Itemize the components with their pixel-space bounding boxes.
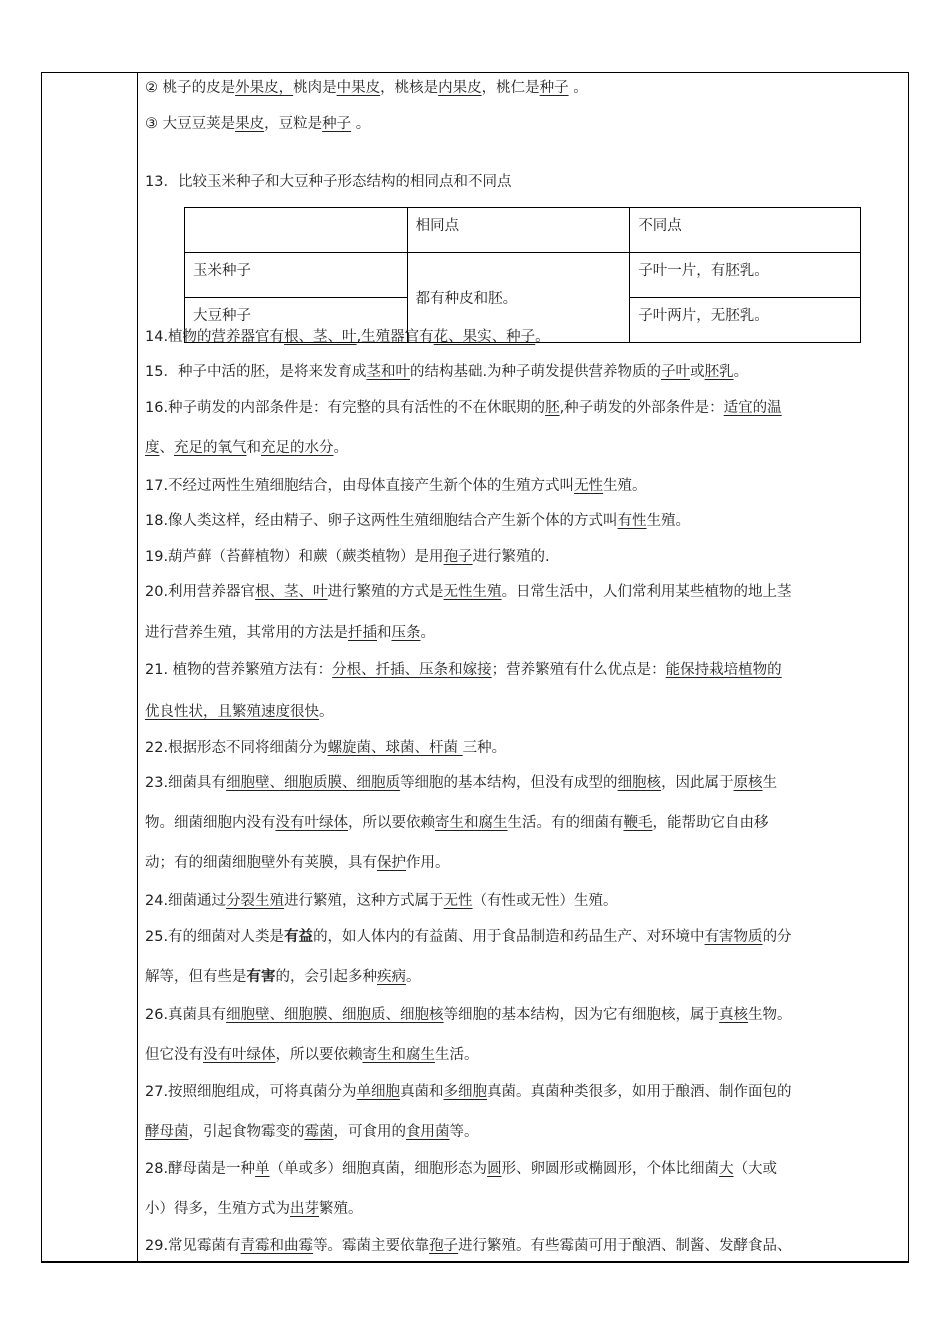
text-segment: 18.像人类这样，经由精子、卵子这两性生殖细胞结合产生新个体的方式叫 [145, 513, 618, 529]
text-segment: 真菌和 [400, 1084, 444, 1100]
text-segment: 桃肉是 [293, 80, 337, 96]
text-segment: 。 [319, 704, 334, 720]
text-segment: ；营养繁殖有什么优点是： [491, 662, 666, 678]
row-label-corn: 玉米种子 [185, 253, 408, 298]
text-segment: 、 [159, 440, 174, 456]
text-segment: 的结构基础.为种子萌发提供营养物质的 [409, 364, 662, 380]
text-segment: 真菌。真菌种类很多，如用于酿酒、制作面包的 [487, 1084, 792, 1100]
text-line [145, 362, 748, 382]
text-line [145, 1082, 792, 1102]
text-line [145, 1199, 363, 1219]
answer-blank: 真核 [719, 1007, 749, 1023]
text-segment: 或 [690, 364, 705, 380]
answer-blank: 酵母菌 [145, 1124, 189, 1140]
answer-blank: 外果皮， [235, 80, 294, 96]
text-segment: 和 [246, 440, 261, 456]
text-segment: 27.按照细胞组成，可将真菌分为 [145, 1084, 357, 1100]
text-line [145, 813, 769, 833]
text-segment: 的，会引起多种 [275, 969, 377, 985]
answer-blank: 中果皮 [336, 80, 381, 96]
text-segment: 22.根据形态不同将细菌分为 [145, 740, 328, 756]
answer-blank: 鞭毛 [623, 815, 653, 831]
text-segment: ,生殖器官有 [356, 329, 434, 345]
bold-term: 有益 [284, 929, 314, 945]
text-segment: 。 [406, 969, 421, 985]
answer-blank: 能保持栽培植物的 [665, 662, 782, 678]
text-segment: 小）得多，生殖方式为 [145, 1201, 290, 1217]
answer-blank: 根、茎、叶 [255, 584, 328, 600]
text-segment: 28.酵母菌是一种 [145, 1161, 256, 1177]
answer-blank: 分根、扦插、压条和嫁接 [332, 662, 492, 678]
text-segment: 的，如人体内的有益菌、用于食品制造和药品生产、对环境中 [313, 929, 705, 945]
bold-term: 有害 [246, 969, 276, 985]
answer-blank: 无性 [443, 893, 473, 909]
answer-blank: 胚乳 [704, 364, 734, 380]
answer-blank: 保护 [377, 855, 406, 871]
text-segment: 。日常生活中，人们常利用某些植物的地上茎 [501, 584, 792, 600]
text-segment: 进行繁殖，这种方式属于 [284, 893, 444, 909]
text-segment: 13．比较玉米种子和大豆种子形态结构的相同点和不同点 [145, 174, 512, 190]
text-segment: 生活。 [435, 1047, 479, 1063]
text-segment: 进行繁殖的. [472, 549, 550, 565]
text-line [145, 623, 435, 643]
text-segment: 17.不经过两性生殖细胞结合，由母体直接产生新个体的生殖方式叫 [145, 478, 575, 494]
answer-blank: 单细胞 [356, 1084, 401, 1100]
table-header-row [185, 208, 861, 253]
text-line [145, 738, 506, 758]
text-segment: 三种。 [462, 740, 507, 756]
comparison-table [184, 207, 861, 343]
text-segment: 16.种子萌发的内部条件是：有完整的具有活性的不在休眠期的 [145, 400, 546, 416]
answer-blank: 优良性状，且繁殖速度很快 [145, 704, 319, 720]
text-segment: 24.细菌通过 [145, 893, 227, 909]
answer-blank: 内果皮 [438, 80, 482, 96]
text-line [145, 114, 370, 134]
text-segment: 动；有的细菌细胞壁外有荚膜，具有 [145, 855, 377, 871]
answer-blank: 花、果实、种子 [433, 329, 536, 345]
text-line [145, 660, 782, 680]
answer-blank: 孢子 [429, 1238, 459, 1254]
text-segment: （有性或无性）生殖。 [472, 893, 618, 909]
text-segment: ，因此属于 [661, 775, 734, 791]
answer-blank: 有性 [617, 513, 647, 529]
text-segment: 和 [377, 625, 392, 641]
text-segment: 繁殖。 [319, 1201, 363, 1217]
text-segment: ，可食用的 [333, 1124, 406, 1140]
answer-blank: 压条 [391, 625, 421, 641]
answer-blank: 没有叶绿体 [203, 1047, 276, 1063]
answer-blank: 细胞壁、细胞膜、细胞质、细胞核 [226, 1007, 444, 1023]
text-segment: 15．种子中活的胚，是将来发育成 [145, 364, 367, 380]
text-segment: 生殖。 [646, 513, 691, 529]
text-segment: 等。霉菌主要依靠 [313, 1238, 430, 1254]
answer-blank: 茎和叶 [366, 364, 410, 380]
soy-diff-cell: 子叶两片，无胚乳。 [630, 298, 861, 343]
text-line [145, 582, 792, 602]
answer-blank: 充足的水分 [261, 440, 334, 456]
text-segment: 生殖。 [603, 478, 647, 494]
text-segment: 等。 [449, 1124, 479, 1140]
table-header-cell: 相同点 [407, 208, 630, 253]
table-header-cell: 不同点 [630, 208, 861, 253]
text-line [145, 78, 588, 98]
text-segment: 进行繁殖的方式是 [327, 584, 444, 600]
answer-blank: 没有叶绿体 [275, 815, 348, 831]
text-segment: 。 [733, 364, 749, 380]
text-segment: ，桃仁是 [481, 80, 540, 96]
answer-blank: 多细胞 [443, 1084, 488, 1100]
text-line [145, 927, 792, 947]
text-segment: 29.常见霉菌有 [145, 1238, 241, 1254]
text-segment: 形、卵圆形或椭圆形，个体比细菌 [501, 1161, 720, 1177]
text-segment: 。 [568, 80, 588, 96]
answer-blank: 无性生殖 [443, 584, 502, 600]
text-segment: 进行营养生殖，其常用的方法是 [145, 625, 348, 641]
text-line [145, 476, 647, 496]
text-line [145, 327, 550, 347]
answer-blank: 胚 [545, 400, 560, 416]
text-segment: 。 [333, 440, 348, 456]
text-segment: ，引起食物霉变的 [188, 1124, 305, 1140]
text-segment: （单或多）细胞真菌，细胞形态为 [269, 1161, 488, 1177]
text-segment: 等细胞的基本结构，因为它有细胞核，属于 [443, 1007, 720, 1023]
text-line [145, 891, 618, 911]
answer-blank: 果皮 [235, 116, 265, 132]
text-segment: ，所以要依赖 [348, 815, 435, 831]
text-line [145, 172, 511, 192]
text-segment: 。 [535, 329, 550, 345]
table-header-cell [185, 208, 408, 253]
text-segment: 生活。有的细菌有 [507, 815, 624, 831]
common-cell: 都有种皮和胚。 [407, 253, 630, 343]
table-row [185, 253, 861, 298]
text-segment: （大或 [733, 1161, 778, 1177]
answer-blank: 适宜的温 [723, 400, 782, 416]
text-segment: 进行繁殖。有些霉菌可用于酿酒、制酱、发酵食品、 [458, 1238, 792, 1254]
answer-blank: 种子 [322, 116, 352, 132]
answer-blank: 霉菌 [304, 1124, 334, 1140]
text-segment: 但它没有 [145, 1047, 203, 1063]
answer-blank: 孢子 [443, 549, 473, 565]
column-divider [137, 72, 138, 1262]
text-segment: ③ 大豆豆荚是 [145, 116, 236, 132]
answer-blank: 单 [255, 1161, 270, 1177]
text-segment: 生物。 [748, 1007, 792, 1023]
text-segment: ,种子萌发的外部条件是： [559, 400, 724, 416]
answer-blank: 扦插 [348, 625, 377, 641]
text-line [145, 773, 777, 793]
text-segment: ，能帮助它自由移 [652, 815, 769, 831]
text-segment: 作用。 [406, 855, 450, 871]
answer-blank: 无性 [574, 478, 604, 494]
text-segment: ② 桃子的皮是 [145, 80, 236, 96]
answer-blank: 螺旋菌、球菌、杆菌 [327, 740, 463, 756]
answer-blank: 分裂生殖 [226, 893, 285, 909]
text-segment: 。 [351, 116, 371, 132]
answer-blank: 食用菌 [406, 1124, 450, 1140]
text-line [145, 702, 334, 722]
text-segment: 20.利用营养器官 [145, 584, 256, 600]
text-line [145, 1236, 792, 1256]
answer-blank: 子叶 [661, 364, 691, 380]
answer-blank: 寄生和腐生 [435, 815, 508, 831]
text-line [145, 1005, 792, 1025]
answer-blank: 根、茎、叶 [284, 329, 357, 345]
answer-blank: 出芽 [290, 1201, 319, 1217]
text-segment: 的分 [762, 929, 792, 945]
corn-diff-cell: 子叶一片，有胚乳。 [630, 253, 861, 298]
row-label-soy: 大豆种子 [185, 298, 408, 343]
text-segment: 19.葫芦藓（苔藓植物）和蕨（蕨类植物）是用 [145, 549, 444, 565]
text-segment: ，桃核是 [380, 80, 439, 96]
text-segment: 等细胞的基本结构，但没有成型的 [400, 775, 618, 791]
answer-blank: 青霉和曲霉 [240, 1238, 314, 1254]
text-segment: 26.真菌具有 [145, 1007, 227, 1023]
text-line [145, 853, 450, 873]
answer-blank: 种子 [539, 80, 569, 96]
answer-blank: 充足的氧气 [174, 440, 247, 456]
text-segment: 23.细菌具有 [145, 775, 227, 791]
text-segment: 解等，但有些是 [145, 969, 247, 985]
text-line [145, 398, 782, 418]
answer-blank: 圆 [487, 1161, 502, 1177]
text-segment: 物。细菌细胞内没有 [145, 815, 276, 831]
text-line [145, 967, 421, 987]
text-line [145, 547, 550, 567]
text-segment: 25.有的细菌对人类是 [145, 929, 285, 945]
text-segment: ，豆粒是 [264, 116, 323, 132]
text-line [145, 511, 690, 531]
text-line [145, 1159, 777, 1179]
answer-blank: 寄生和腐生 [362, 1047, 435, 1063]
answer-blank: 细胞核 [617, 775, 662, 791]
text-line [145, 1045, 479, 1065]
text-segment: 14.植物的营养器官有 [145, 329, 285, 345]
answer-blank: 细胞壁、细胞质膜、细胞质 [226, 775, 401, 791]
answer-blank: 有害物质 [704, 929, 763, 945]
text-segment: 21. 植物的营养繁殖方法有： [145, 662, 333, 678]
text-segment: 。 [420, 625, 435, 641]
text-line [145, 1122, 479, 1142]
answer-blank: 疾病 [377, 969, 406, 985]
text-segment: ，所以要依赖 [275, 1047, 363, 1063]
text-segment: 生 [762, 775, 778, 791]
answer-blank: 大 [719, 1161, 734, 1177]
answer-blank: 度 [145, 440, 160, 456]
text-line [145, 438, 348, 458]
answer-blank: 原核 [733, 775, 763, 791]
